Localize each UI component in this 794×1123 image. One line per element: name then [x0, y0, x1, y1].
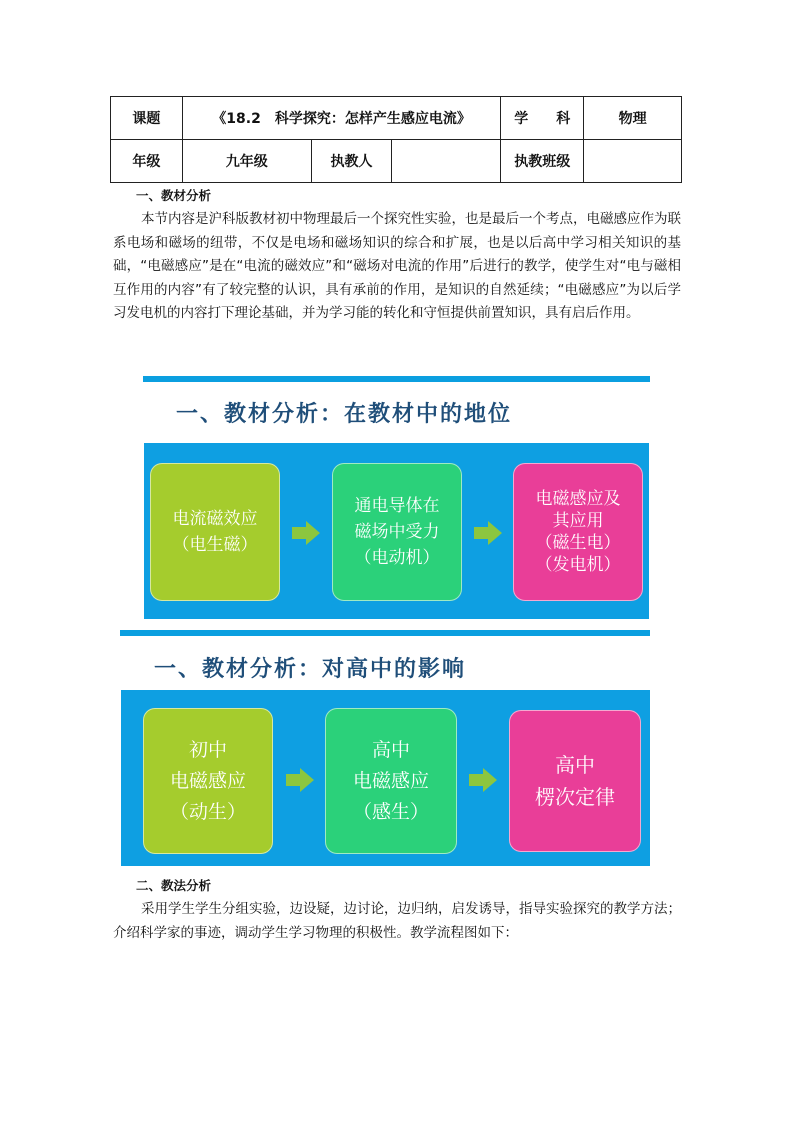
arrow-right-icon	[292, 521, 320, 545]
slide2-title: 一、教材分析：对高中的影响	[154, 656, 467, 682]
box-line: 高中	[555, 753, 595, 777]
slide1-top-rule	[143, 376, 650, 382]
grade-label: 年级	[111, 140, 183, 183]
slide1-title: 一、教材分析：在教材中的地位	[176, 401, 513, 427]
section2-heading: 二、教法分析	[136, 878, 212, 893]
box-line: 高中	[371, 738, 410, 761]
subject-label: 学 科	[501, 97, 584, 140]
slide1-box-motor	[332, 463, 462, 601]
slide2-box-lenz	[509, 710, 641, 852]
box-line: 其应用	[552, 511, 604, 531]
box-line: （电动机）	[354, 548, 440, 568]
box-line: 楞次定律	[535, 785, 615, 809]
slide1-box-electromagnetism	[150, 463, 280, 601]
box-line: 电流磁效应	[172, 509, 258, 529]
box-line: （发电机）	[535, 555, 621, 575]
grade-value: 九年级	[182, 140, 311, 183]
box-line: （电生磁）	[172, 535, 258, 555]
box-line: （动生）	[169, 800, 246, 823]
class-label: 执教班级	[501, 140, 584, 183]
box-line: 电磁感应及	[535, 489, 621, 509]
topic-label: 课题	[111, 97, 183, 140]
subject-value: 物理	[584, 97, 682, 140]
topic-value: 《18.2 科学探究：怎样产生感应电流》	[182, 97, 500, 140]
class-value	[584, 140, 682, 183]
box-line: 通电导体在	[354, 496, 440, 516]
slide2-box-senior	[325, 708, 457, 854]
slide1-box-induction	[513, 463, 643, 601]
box-line: （感生）	[352, 800, 429, 823]
box-line: 电磁感应	[352, 769, 429, 792]
slide2-top-rule	[120, 630, 650, 636]
teacher-label: 执教人	[311, 140, 392, 183]
section1-heading: 一、教材分析	[136, 188, 212, 203]
box-line: 电磁感应	[169, 769, 246, 792]
arrow-right-icon	[286, 768, 314, 792]
box-line: 磁场中受力	[354, 522, 440, 542]
box-line: 初中	[188, 738, 227, 761]
teacher-value	[392, 140, 501, 183]
lesson-info-table	[110, 96, 682, 183]
arrow-right-icon	[469, 768, 497, 792]
arrow-right-icon	[474, 521, 502, 545]
section1-paragraph: 本节内容是沪科版教材初中物理最后一个探究性实验，也是最后一个考点，电磁感应作为联系电场和磁场的纽带，不仅是电场和磁场知识的综合和扩展，也是以后高中学习相关知识的基础，“电磁感应”是在“电流的磁效应”和“磁场对电流的作用”后进行的教学，使学生对“电与磁相互作用的内容”有了较完整的认识，具有承前的作用，是知识的自然延续；“电磁感应”为以后学习发电机的内容打下理论基础，并为学习能的转化和守恒提供前置知识，具有启后作用。	[113, 211, 681, 321]
section2-paragraph: 采用学生学生分组实验，边设疑，边讨论，边归纳，启发诱导，指导实验探究的教学方法；介绍科学家的事迹，调动学生学习物理的积极性。教学流程图如下：	[113, 901, 681, 941]
box-line: （磁生电）	[535, 533, 621, 553]
slide2-box-junior	[143, 708, 273, 854]
